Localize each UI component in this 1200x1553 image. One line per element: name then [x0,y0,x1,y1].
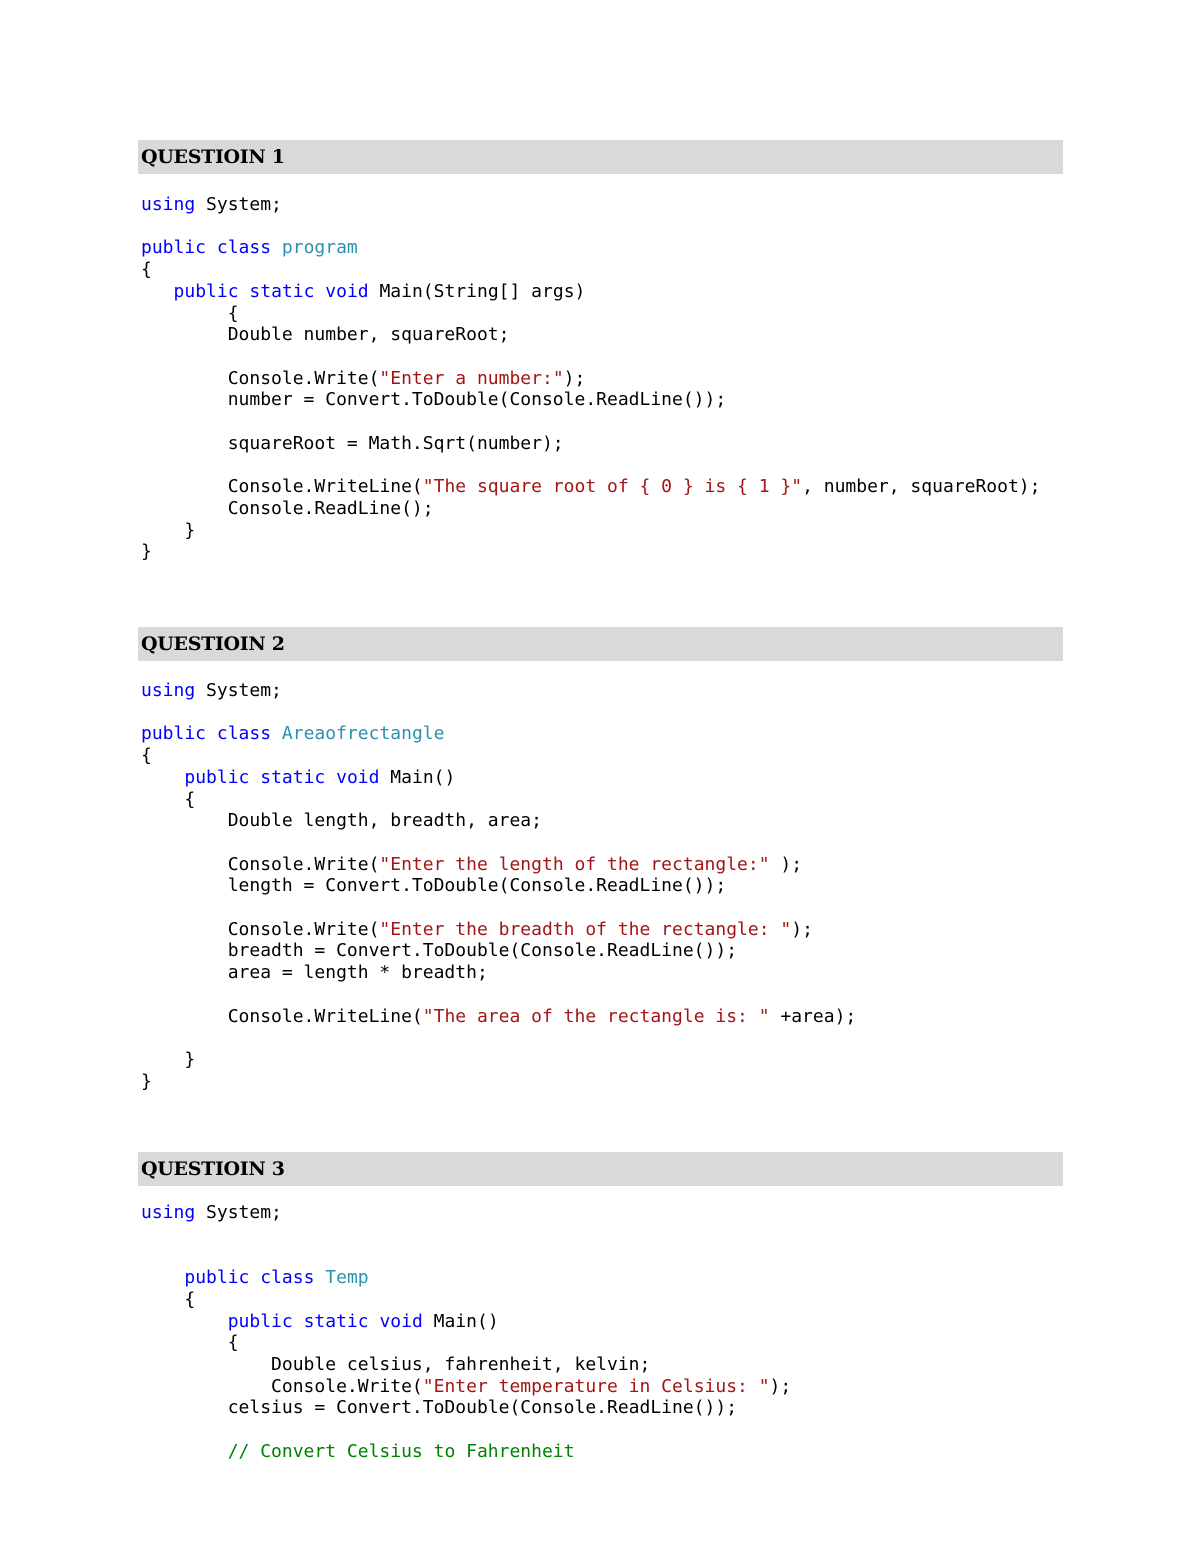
code-text: number = Convert.ToDouble(Console.ReadLine()); [141,389,727,411]
code-text: } [141,1070,152,1092]
code-line [141,767,455,789]
code-line [141,789,195,811]
code-text [249,767,260,788]
code-keyword: using [141,1202,196,1223]
code-text: area = length * breadth; [141,962,488,984]
question-header [138,627,1063,661]
code-text [271,237,282,258]
code-string: "Enter temperature in Celsius: " [422,1375,770,1397]
code-keyword: class [216,237,272,259]
code-line [141,919,813,941]
code-text: length = Convert.ToDouble(Console.ReadLine()); [141,875,727,897]
code-text: +area); [769,1005,857,1027]
code-text: Double length, breadth, area; [141,810,542,832]
code-text [369,1311,380,1332]
code-line [141,854,802,876]
code-text: breadth = Convert.ToDouble(Console.ReadLine()); [141,940,738,962]
code-line [141,324,509,346]
code-line [141,541,152,563]
code-string: "Enter the length of the rectangle:" [379,853,770,875]
code-keyword: static [249,280,315,302]
question-title: QUESTIOIN 1 [141,146,285,168]
code-text: ); [769,853,803,875]
code-line [141,940,737,962]
code-keyword: void [379,1310,423,1332]
code-line [141,723,444,745]
code-line [141,1202,282,1224]
code-text: System; [195,194,282,215]
code-keyword: public [184,1267,250,1289]
code-text: Console.WriteLine( [141,476,423,498]
code-text: { [141,1288,196,1310]
code-text: Main(String[] args) [368,280,586,302]
code-line [141,1049,195,1071]
code-string: "Enter the breadth of the rectangle: " [379,918,792,940]
code-text [314,1267,325,1288]
code-text [206,237,217,258]
code-line [141,476,1040,498]
code-text: Console.Write( [141,367,380,389]
code-keyword: public [141,237,207,259]
code-text: ); [769,1375,792,1397]
code-line [141,1289,195,1311]
code-text [314,281,325,302]
code-text: , number, squareRoot); [802,476,1041,498]
code-text: celsius = Convert.ToDouble(Console.ReadLine()); [141,1397,738,1419]
code-text [293,1311,304,1332]
code-text: { [141,1332,239,1354]
question-title: QUESTIOIN 2 [141,633,285,655]
code-keyword: static [260,766,326,788]
code-text [325,767,336,788]
code-keyword: using [141,680,196,701]
code-text: { [141,259,152,281]
question-title: QUESTIOIN 3 [141,1158,285,1180]
code-string: "Enter a number:" [379,367,564,389]
code-line [141,810,542,832]
code-string: "The square root of { 0 } is { 1 }" [422,476,803,498]
code-type-name: program [281,237,358,259]
code-text: Main() [422,1310,499,1332]
code-line [141,1071,152,1093]
code-text [141,767,184,788]
code-line [141,1441,574,1463]
code-text: Console.ReadLine(); [141,497,434,519]
code-line [141,1267,369,1289]
code-line [141,745,152,767]
code-text: System; [195,1202,282,1223]
code-keyword: public [227,1310,293,1332]
code-text [141,1441,228,1462]
code-text: ); [563,367,586,389]
code-line [141,194,282,216]
code-line [141,237,358,259]
code-keyword: class [260,1267,315,1289]
question-header [138,1152,1063,1186]
code-text: Double number, squareRoot; [141,324,510,346]
code-text: Double celsius, fahrenheit, kelvin; [141,1353,651,1375]
question-header [138,140,1063,174]
code-text: Main() [379,766,456,788]
code-text: } [141,541,152,563]
code-text: { [141,788,196,810]
code-line [141,680,282,702]
code-keyword: public [184,766,250,788]
code-line [141,1397,737,1419]
code-line [141,433,564,455]
code-line [141,498,434,520]
code-text: ); [791,918,813,940]
code-text: squareRoot = Math.Sqrt(number); [141,432,564,454]
code-keyword: public [173,280,239,302]
code-keyword: public [141,723,207,745]
code-line [141,520,195,542]
code-comment: // Convert Celsius to Fahrenheit [227,1440,575,1462]
code-line [141,259,152,281]
code-text: Console.Write( [141,853,380,875]
code-line [141,1376,791,1398]
code-keyword: static [303,1310,369,1332]
code-keyword: void [336,766,380,788]
code-text [249,1267,260,1288]
code-line [141,1311,499,1333]
code-line [141,303,239,325]
code-line [141,1354,650,1376]
code-type-name: Temp [325,1267,369,1289]
code-line [141,389,726,411]
code-line [141,1006,856,1028]
code-line [141,875,726,897]
code-text: } [141,1048,196,1070]
code-line [141,368,585,390]
code-keyword: using [141,194,196,215]
code-text: Console.Write( [141,918,380,940]
code-keyword: void [325,280,369,302]
code-text: { [141,302,239,324]
code-text [141,281,174,302]
code-text [239,281,250,302]
code-text: { [141,745,152,767]
code-text [141,1311,228,1332]
code-string: "The area of the rectangle is: " [422,1005,770,1027]
code-line [141,1332,239,1354]
code-line [141,962,488,984]
code-text: Console.WriteLine( [141,1005,423,1027]
code-text: Console.Write( [141,1375,423,1397]
code-text [206,723,217,744]
code-keyword: class [216,723,272,745]
code-text: } [141,519,196,541]
code-text [141,1267,184,1288]
code-type-name: Areaofrectangle [281,723,445,745]
code-line [141,281,585,303]
code-text [271,723,282,744]
code-text: System; [195,680,282,701]
